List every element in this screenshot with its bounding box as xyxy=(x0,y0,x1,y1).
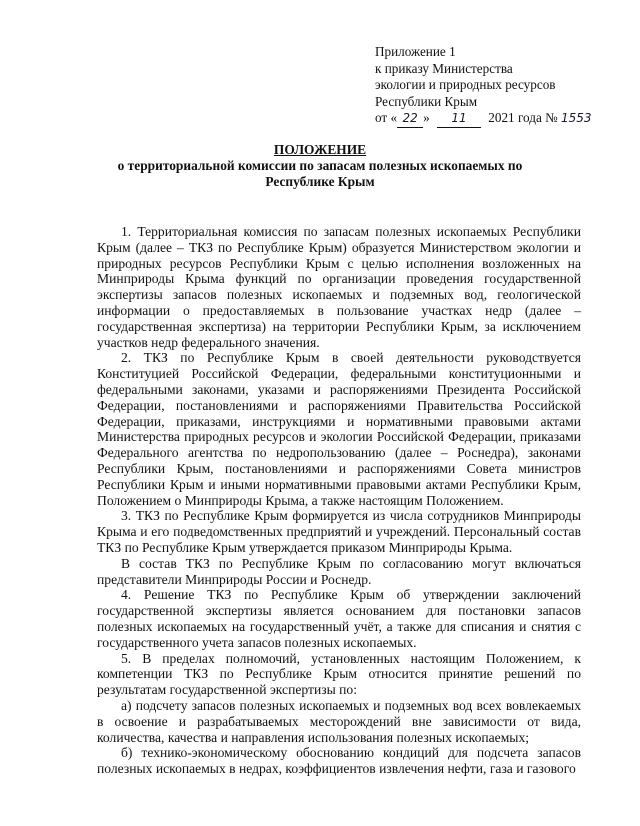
order-date-line xyxy=(375,110,599,128)
title-heading: ПОЛОЖЕНИЕ xyxy=(273,142,367,157)
handwritten-day: 22 xyxy=(397,110,423,128)
date-suffix: 2021 года № xyxy=(488,110,558,125)
paragraph-2: 2. ТКЗ по Республике Крым в своей деятельности руководствуется Конституцией Российской Федерации, федеральными конституционными и федеральными законами, указами и распоряжениями Президента Российской Федерации, постановлениями и распоряжениями Правительства Российской Федерации, приказами, инструкциями и нормативными правовыми актами Министерства природных ресурсов и экологии Российской Федерации, приказами Федерального агентства по недропользованию (далее – Роснедра), законами Республики Крым, постановлениями и распоряжениями Совета министров Республики Крым и иными нормативными правовыми актами Республики Крым, Положением о Минприроды Крыма, а также настоящим Положением. xyxy=(97,350,581,508)
appendix-line-2: к приказу Министерства xyxy=(375,60,513,76)
paragraph-1: 1. Территориальная комиссия по запасам полезных ископаемых Республики Крым (далее – ТКЗ по Республике Крым) образуется Министерством экологии и природных ресурсов Республики Крым с целью исполнения возложенных на Минприроды Крыма функций по организации проведения государственной экспертизы запасов полезных ископаемых и подземных вод, геологической информации о предоставляемых в пользование участках недр (далее – государственная экспертиза) на территории Республики Крым, за исключением участков недр федерального значения. xyxy=(97,224,581,350)
document-title xyxy=(0,142,640,190)
appendix-header xyxy=(375,44,599,128)
paragraph-4: 4. Решение ТКЗ по Республике Крым об утверждении заключений государственной экспертизы является основанием для постановки запасов полезных ископаемых на государственный учёт, а также для списания и снятия с государственного учета запасов полезных ископаемых. xyxy=(97,587,581,650)
date-prefix: от « xyxy=(375,110,398,125)
paragraph-5a: а) подсчету запасов полезных ископаемых и подземных вод всех вовлекаемых в освоение и разрабатываемых месторождений вне зависимости от вида, количества, качества и направления использования полезных ископаемых; xyxy=(97,697,581,745)
handwritten-month: 11 xyxy=(437,110,481,128)
paragraph-3-continued: В состав ТКЗ по Республике Крым по согласованию могут включаться представители Минприроды России и Роснедр. xyxy=(97,555,581,587)
appendix-line-1: Приложение 1 xyxy=(375,44,456,59)
title-line-2: о территориальной комиссии по запасам полезных ископаемых по xyxy=(117,158,523,173)
document-body xyxy=(97,224,581,777)
date-mid: » xyxy=(423,110,430,125)
paragraph-5: 5. В пределах полномочий, установленных настоящим Положением, к компетенции ТКЗ по Республике Крым относится принятие решений по результатам государственной экспертизы по: xyxy=(97,650,581,698)
title-line-3: Республике Крым xyxy=(265,174,375,189)
paragraph-5b: б) технико-экономическому обоснованию кондиций для подсчета запасов полезных ископаемых в недрах, коэффициентов извлечения нефти, газа и газового xyxy=(97,745,581,777)
paragraph-3: 3. ТКЗ по Республике Крым формируется из числа сотрудников Минприроды Крыма и его подведомственных предприятий и учреждений. Персональный состав ТКЗ по Республике Крым утверждается приказом Минприроды Крыма. xyxy=(97,508,581,555)
appendix-line-4: Республики Крым xyxy=(375,93,478,109)
handwritten-order-number: 1553 xyxy=(560,111,592,125)
appendix-line-3: экологии и природных ресурсов xyxy=(375,77,556,92)
